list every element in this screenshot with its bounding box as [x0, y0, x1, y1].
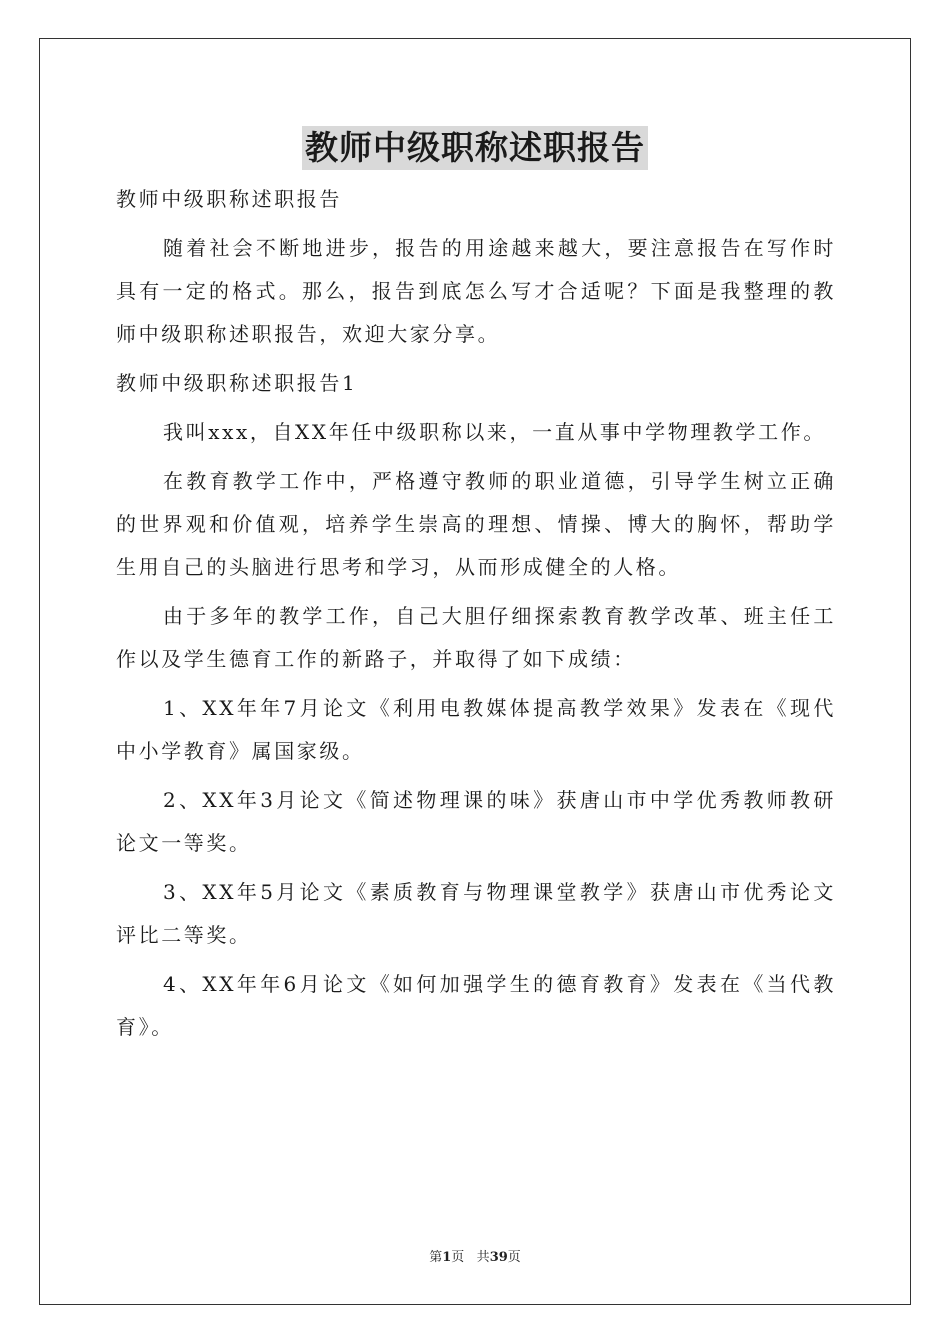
page-footer: [0, 1246, 950, 1265]
achievement-item: 1、XX年年7月论文《利用电教媒体提高教学效果》发表在《现代中小学教育》属国家级。: [116, 696, 836, 763]
total-suffix: 页: [507, 1250, 521, 1265]
page-current: 1: [442, 1250, 452, 1265]
total-prefix: 共: [476, 1250, 490, 1265]
paragraph: 由于多年的教学工作，自己大胆仔细探索教育教学改革、班主任工作以及学生德育工作的新路子，并取得了如下成绩：: [116, 604, 836, 671]
page-prefix: 第: [429, 1250, 443, 1265]
achievement-item: 2、XX年3月论文《简述物理课的味》获唐山市中学优秀教师教研论文一等奖。: [116, 788, 836, 855]
document-title: 教师中级职称述职报告: [302, 126, 648, 170]
paragraph-heading: 教师中级职称述职报告: [116, 187, 342, 211]
title-container: [0, 126, 950, 170]
page-suffix: 页: [451, 1250, 465, 1265]
achievement-item: 3、XX年5月论文《素质教育与物理课堂教学》获唐山市优秀论文评比二等奖。: [116, 880, 836, 947]
achievement-item: 4、XX年年6月论文《如何加强学生的德育教育》发表在《当代教育》。: [116, 972, 836, 1039]
section-heading: 教师中级职称述职报告1: [116, 371, 358, 395]
paragraph: 我叫xxx，自XX年任中级职称以来，一直从事中学物理教学工作。: [163, 420, 826, 444]
paragraph-intro: 随着社会不断地进步，报告的用途越来越大，要注意报告在写作时具有一定的格式。那么，报告到底怎么写才合适呢？下面是我整理的教师中级职称述职报告，欢迎大家分享。: [116, 236, 836, 346]
document-body: [116, 178, 836, 1055]
paragraph: 在教育教学工作中，严格遵守教师的职业道德，引导学生树立正确的世界观和价值观，培养学生崇高的理想、情操、博大的胸怀，帮助学生用自己的头脑进行思考和学习，从而形成健全的人格。: [116, 469, 836, 579]
page-total: 39: [489, 1250, 508, 1265]
